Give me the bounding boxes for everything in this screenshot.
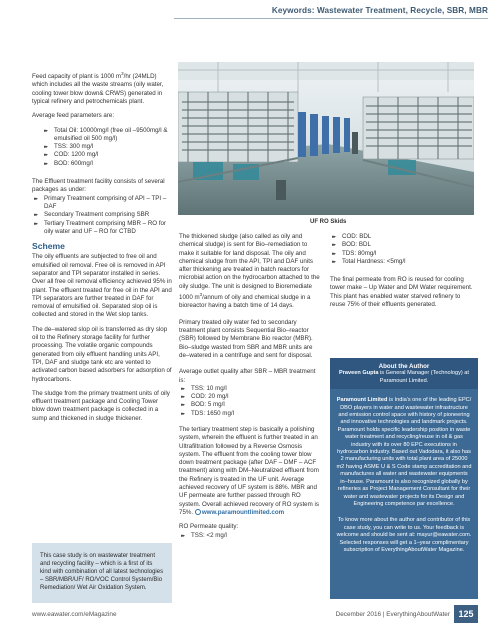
column-left [32, 70, 172, 429]
uf-ro-skids-photo [178, 62, 474, 215]
company-bio: Paramount Limited is India’s one of the leading EPC/ DBO players in water and wastewater infrastructure and emission control space with history of pioneering and innovative technologies and landmark projects. Paramount holds specific leadership position in waste water treatment and recycling/reuse in oil & gas industry with its over 80 EPC executions in hydrocarbon industry. Based out Vadodara, it also has 2 manufacturing units with total plant area of 25000 m2 having ASME U & S Code stamp accreditation and manufactures all water and wastewater equipments in–house. Paramount is also recognized globally by refineries as Project Management Consultant for their water and wastewater projects for its Design and Engineering competence par excellence. [336, 397, 472, 507]
author-role: Praveen Gupta is General Manager (Technology) at Paramount Limited. [339, 370, 469, 384]
list-item: ▸▸ COD: 1200 mg/l [32, 151, 172, 159]
scheme-paragraph-3: The sludge from the primary treatment units of oily effluent treatment package and Cooling Tower blow down treatment package is collected in a sump and thickened in sludge thickener. [32, 389, 170, 422]
author-header [330, 358, 478, 389]
list-item: ▸▸ BOD: 5 mg/l [179, 401, 323, 409]
footer-issue: December 2016 | EverythingAboutWater [335, 611, 450, 618]
list-item: ▸▸ COD: BDL [330, 233, 474, 241]
header-keywords: Keywords: Wastewater Treatment, Recycle, SBR, MBR [271, 6, 488, 15]
feed-params-label: Average feed parameters are: [32, 112, 115, 120]
ro-quality-list [179, 532, 323, 540]
mbr-outlet-list [179, 385, 323, 418]
list-item: ▸▸ TSS: <2 mg/l [179, 532, 323, 540]
list-item: ▸▸ TSS: 10 mg/l [179, 385, 323, 393]
secondary-paragraph: Primary treated oily water fed to secondary treatment plant consists Sequential Bio–reactor (SBR) followed by Membrane Bio reactor (MBR). Bio–sludge wasted from SBR and MBR units are de–watered in a centrifuge and sent for disposal. [179, 318, 313, 359]
feed-params-list [32, 127, 172, 168]
list-item: ▸▸ TDS: 1650 mg/l [179, 410, 323, 418]
website-link[interactable]: www.paramountlimited.com [195, 509, 284, 516]
list-item: ▸▸ BOD: 600mg/l [32, 160, 172, 168]
case-study-box: This case study is on wastewater treatment and recycling facility – which is a first of its kind with combination of all latest technologies – SBR/MBR/UF/ RO/VOC Control System/Bio Remediation/ Wet Air Oxidation System. [32, 543, 172, 603]
outlet-quality-label: Average outlet quality after SBR – MBR treatment is: [179, 368, 316, 384]
tertiary-paragraph: The tertiary treatment step is basically a polishing system, wherein the effluent is further treated in an Ultrafiltration followed by a Reverse Osmosis system. The effluent from the cooling tower blow down treatment package (after DAF – DMF – ACF treatment) along with DM–Neutralized effluent from the Refinery is treated in the UF unit. Average achieved recovery of UF system is 88%. MBR and UF permeate are further passed through RO system. Overall achieved recovery of RO system is 75%. www.paramountlimited.com [179, 426, 319, 516]
etf-intro: The Effluent treatment facility consists of several packages as under: [32, 178, 165, 194]
contact-note: To know more about the author and contributor of this case study, you can write to us. Your feedback is welcome and should be sent at: mayur@eawater.com. Selected responses will get a 1–year complimentary subscription of EverythingAboutWater Magazine. [336, 517, 472, 553]
scheme-paragraph-1: The oily effluents are subjected to free oil and emulsified oil removal. Free oil is removed in API separator and TPI separator installed in series. Over all free oil removal efficiency achieved 95% in plant. The effluent treated for free oil in the API and TPI separators are further treated in DAF for removal of emulsified oil. Separated slop oil is collected and stored in the Wet slop tanks. [32, 253, 172, 319]
column-right [330, 233, 474, 315]
list-item: ▸▸ COD: 20 mg/l [179, 393, 323, 401]
list-item: ▸▸ BOD: BDL [330, 241, 474, 249]
plant-illustration [178, 62, 474, 215]
intro-paragraph: Feed capacity of plant is 1000 $m^3/hr$ (24MLD) which includes all the waste streams (oily water, cooling tower blow down& CRWS) generated in typical refinery and petrochemicals plant. [32, 71, 164, 105]
reuse-paragraph: The final permeate from RO is reused for cooling tower make – Up Water and DM Water requirement. This plant has enabled water starved refinery to reuse 75% of their effluents generated. [330, 276, 473, 309]
page-number: 125 [454, 605, 478, 623]
list-item: ▸▸ Secondary Treatment comprising SBR [32, 211, 172, 219]
list-item: ▸▸ TDS: 80mg/l [330, 250, 474, 258]
list-item: ▸▸ TSS: 300 mg/l [32, 143, 172, 151]
globe-icon [195, 509, 201, 515]
sludge-paragraph: The thickened sludge (also called as oily and chemical sludge) is sent for Bio–remediation to make it suitable for land disposal. The oily and chemical sludge from the API, TPI and DAF units after thickening are treated in batch reactors for microbial action on the hydrocarbon attached to the oily sludge. The unit is designed to Bioremediate 1000 $m^3$/annum of oily and chemical sludge in a bioreactor having a batch time of 14 days. [179, 233, 320, 310]
author-box-title: About the Author [378, 363, 430, 370]
list-item: ▸▸ Primary Treatment comprising of API – TPI – DAF [32, 195, 172, 212]
about-author-box [330, 358, 478, 599]
column-middle [179, 233, 323, 546]
list-item: ▸▸ Total Oil: 10000mg/l (free oil –9500mg/l & emulsified oil 500 mg/l) [32, 127, 172, 144]
author-body [330, 389, 478, 571]
ro-quality-label: RO Permeate quality: [179, 523, 239, 531]
list-item: ▸▸ Tertiary Treatment comprising MBR – RO for oily water and UF – RO for CTBD [32, 220, 172, 237]
ro-quality-list-cont [330, 233, 474, 266]
list-item: ▸▸ Total Hardness: <5mg/l [330, 258, 474, 266]
header-divider [174, 18, 488, 19]
scheme-heading: Scheme [32, 241, 65, 252]
scheme-paragraph-2: The de–watered slop oil is transferred as dry slop oil to the Refinery storage facility for further processing. The volatile organic compounds generated from oily effluent handling units API, TPI, DAF and sludge tank etc are vented to activated carbon based adsorbers for adsorption of hydrocarbons. [32, 325, 172, 383]
footer-url[interactable]: www.eawater.com/eMagazine [32, 611, 117, 618]
photo-caption: UF RO Skids [310, 219, 347, 225]
etf-packages-list [32, 195, 172, 236]
